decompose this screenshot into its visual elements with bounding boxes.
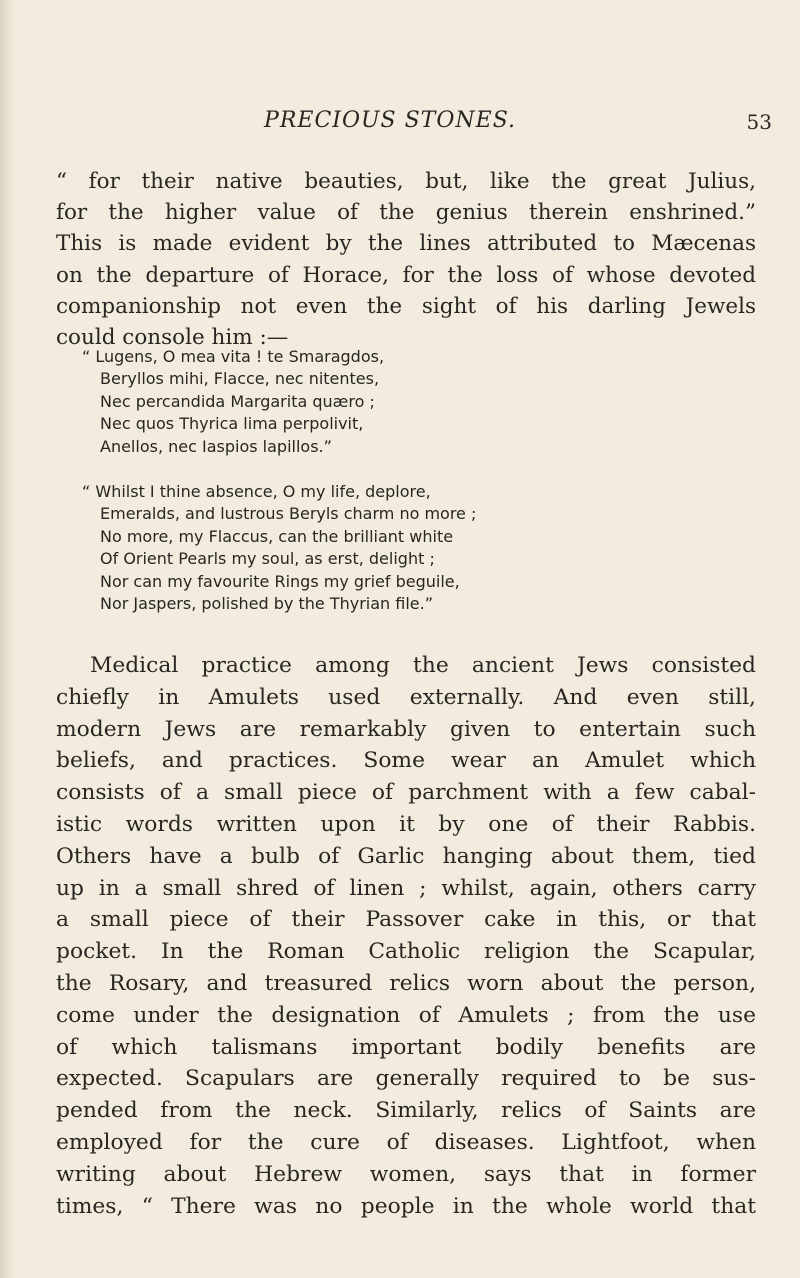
text-line: times, “ There was no people in the whole world that	[56, 1193, 756, 1219]
english-verse	[82, 481, 682, 615]
verse-line: Anellos, nec Iaspios lapillos.”	[100, 436, 332, 456]
text-line: beliefs, and practices. Some wear an Amulet which	[56, 748, 756, 774]
verse-line: Nec percandida Margarita quæro ;	[100, 391, 375, 411]
running-head: PRECIOUS STONES.	[264, 108, 516, 133]
text-line: modern Jews are remarkably given to entertain such	[56, 716, 756, 742]
text-line: chiefly in Amulets used externally. And even still,	[56, 684, 756, 710]
text-line: could console him :—	[56, 325, 289, 351]
paragraph-2	[56, 650, 756, 1222]
text-line: Others have a bulb of Garlic hanging about them, tied	[56, 843, 756, 869]
text-line: “ for their native beauties, but, like the great Julius,	[56, 169, 756, 194]
text-line: companionship not even the sight of his darling Jewels	[56, 293, 756, 319]
verse-line: Nec quos Thyrica lima perpolivit,	[100, 414, 364, 434]
text-line: up in a small shred of linen ; whilst, again, others carry	[56, 875, 756, 901]
latin-verse	[82, 346, 682, 458]
text-line: writing about Hebrew women, says that in former	[56, 1161, 756, 1187]
text-line: a small piece of their Passover cake in this, or that	[56, 907, 756, 933]
verse-line: No more, my Flaccus, can the brilliant white	[100, 526, 454, 546]
text-line: Medical practice among the ancient Jews consisted	[90, 653, 756, 678]
text-line: employed for the cure of diseases. Lightfoot, when	[56, 1129, 756, 1155]
verse-line: “ Whilst I thine absence, O my life, deplore,	[82, 482, 431, 501]
text-line: for the higher value of the genius therein enshrined.”	[56, 200, 756, 226]
verse-line: Beryllos mihi, Flacce, nec nitentes,	[100, 369, 380, 389]
verse-line: Of Orient Pearls my soul, as erst, delight ;	[100, 549, 435, 569]
verse-line: Nor can my favourite Rings my grief beguile,	[100, 571, 460, 591]
text-line: istic words written upon it by one of their Rabbis.	[56, 811, 756, 837]
text-line: consists of a small piece of parchment with a few cabal-	[56, 780, 756, 806]
text-line: on the departure of Horace, for the loss of whose devoted	[56, 262, 756, 288]
text-line: pended from the neck. Similarly, relics of Saints are	[56, 1098, 756, 1124]
verse-line: Nor Jaspers, polished by the Thyrian file.”	[100, 594, 433, 614]
verse-line: “ Lugens, O mea vita ! te Smaragdos,	[82, 347, 385, 366]
text-line: the Rosary, and treasured relics worn about the person,	[56, 970, 756, 996]
text-line: pocket. In the Roman Catholic religion the Scapular,	[56, 939, 756, 965]
page-header	[0, 108, 800, 138]
page-gutter-shadow	[0, 0, 14, 1278]
paragraph-1	[56, 166, 756, 353]
text-line: expected. Scapulars are generally required to be sus-	[56, 1066, 756, 1092]
text-line: of which talismans important bodily benefits are	[56, 1034, 756, 1060]
text-line: This is made evident by the lines attributed to Mæcenas	[56, 231, 756, 257]
verse-line: Emeralds, and lustrous Beryls charm no more ;	[100, 504, 477, 524]
page-number: 53	[746, 110, 772, 134]
text-line: come under the designation of Amulets ; from the use	[56, 1002, 756, 1028]
